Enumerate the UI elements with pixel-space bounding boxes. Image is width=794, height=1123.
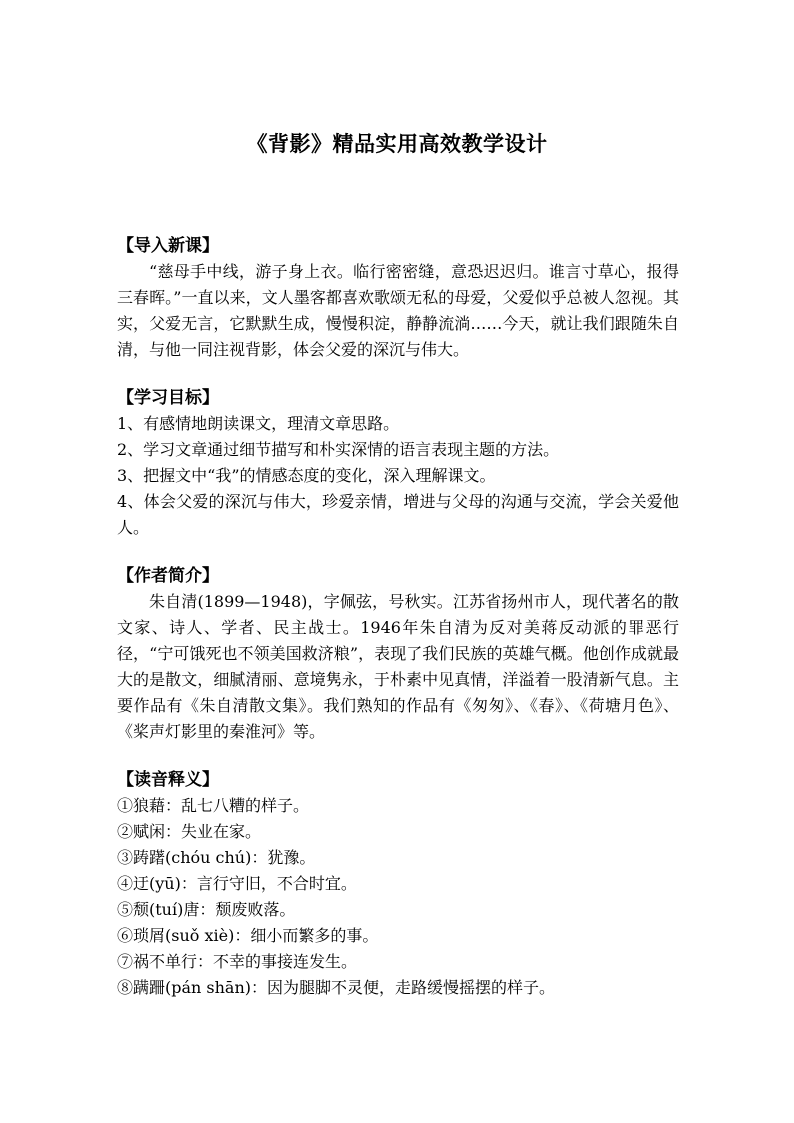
objective-item: 1、有感情地朗读课文，理清文章思路。 [117, 414, 400, 433]
section-author [117, 563, 679, 745]
section-heading-author: 【作者简介】 [117, 566, 219, 586]
vocabulary-item: ②赋闲：失业在家。 [117, 822, 262, 841]
intro-paragraph: “慈母手中线，游子身上衣。临行密密缝，意恐迟迟归。谁言寸草心，报得三春晖。”一直以来，文人墨客都喜欢歌颂无私的母爱，父爱似乎总被人忽视。其实，父爱无言，它默默生成，慢慢积淀，静静流淌……今天，就让我们跟随朱自清，与他一同注视背影，体会父爱的深沉与伟大。 [117, 262, 679, 359]
section-heading-vocabulary: 【读音释义】 [117, 770, 219, 790]
vocabulary-item: ⑤颓(tuí)唐：颓废败落。 [117, 900, 296, 919]
vocabulary-item: ①狼藉：乱七八糟的样子。 [117, 796, 310, 815]
objective-item: 2、学习文章通过细节描写和朴实深情的语言表现主题的方法。 [117, 440, 560, 459]
vocabulary-item: ④迂(yū)：言行守旧，不合时宜。 [117, 874, 357, 893]
author-paragraph: 朱自清(1899—1948)，字佩弦，号秋实。江苏省扬州市人，现代著名的散文家、诗人、学者、民主战士。1946年朱自清为反对美蒋反动派的罪恶行径，“宁可饿死也不领美国救济粮”，表现了我们民族的英雄气概。他创作成就最大的是散文，细腻清丽、意境隽永，于朴素中见真情，洋溢着一股清新气息。主要作品有《朱自清散文集》。我们熟知的作品有《匆匆》、《春》、《荷塘月色》、《桨声灯影里的秦淮河》等。 [117, 592, 679, 741]
section-intro [117, 233, 679, 363]
vocabulary-item: ⑥琐屑(suǒ xiè)：细小而繁多的事。 [117, 926, 379, 945]
document-title: 《背影》精品实用高效教学设计 [246, 131, 548, 156]
vocabulary-item: ③踌躇(chóu chú)：犹豫。 [117, 848, 316, 867]
section-heading-objectives: 【学习目标】 [117, 388, 219, 408]
objective-item: 3、把握文中“我”的情感态度的变化，深入理解课文。 [117, 466, 496, 485]
vocabulary-item: ⑦祸不单行：不幸的事接连发生。 [117, 952, 358, 971]
section-heading-intro: 【导入新课】 [117, 236, 219, 256]
document-body [117, 233, 679, 1023]
vocabulary-item: ⑧蹒跚(pán shān)：因为腿脚不灵便，走路缓慢摇摆的样子。 [117, 978, 556, 997]
section-objectives [117, 385, 679, 541]
objective-item: 4、体会父爱的深沉与伟大，珍爱亲情，增进与父母的沟通与交流，学会关爱他人。 [117, 492, 679, 537]
section-vocabulary [117, 767, 679, 1001]
